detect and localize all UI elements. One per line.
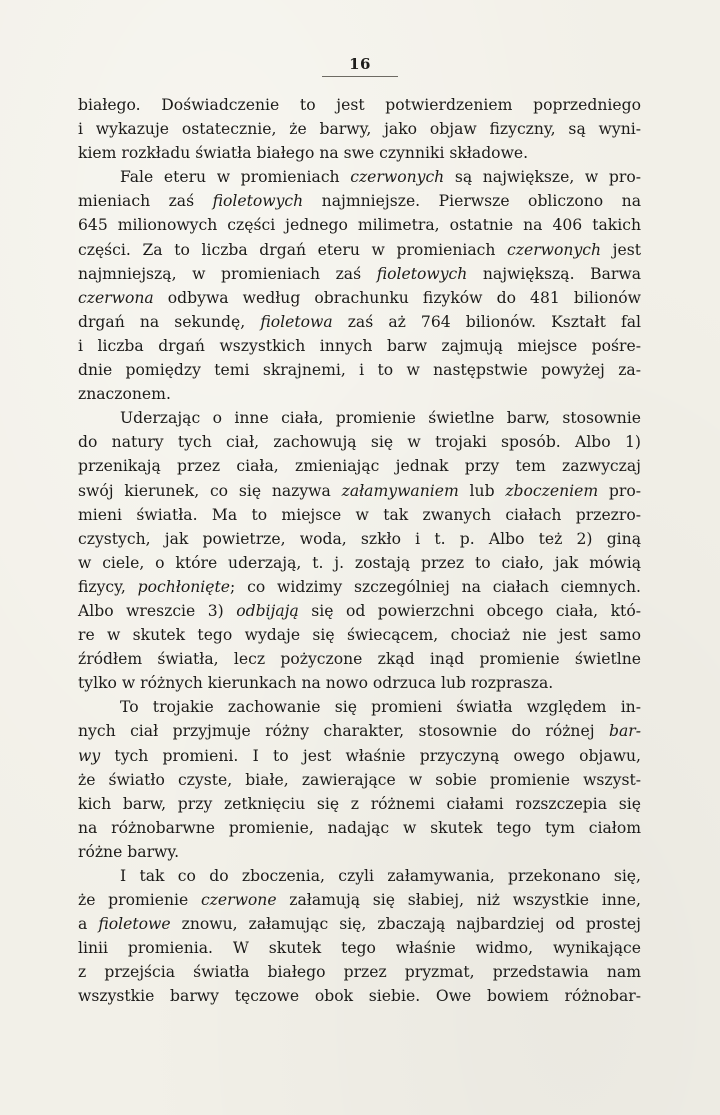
text-run: swój kierunek, co się nazywa [78,481,342,500]
italic-term: fioletowych [212,192,304,211]
text-line [78,792,641,816]
text-line [78,430,641,454]
text-line [78,960,641,984]
text-line [78,888,641,912]
text-run: mieniach zaś [78,192,213,211]
text-run: że światło czyste, białe, zawierające w sobie promienie wszyst- [78,770,641,789]
italic-term: fioletowe [98,915,171,934]
text-line [78,864,641,888]
text-line [78,936,641,960]
text-line [78,503,641,527]
paragraph [78,695,641,864]
text-line [78,840,641,864]
text-run: czystych, jak powietrze, woda, szkło i t. p. Albo też 2) giną [78,529,641,548]
text-run: najmniejsze. Pierwsze obliczono na [303,192,641,211]
italic-term: wy [78,746,101,765]
italic-term: czerwonych [507,240,602,259]
text-run: kich barw, przy zetknięciu się z różnemi ciałami rozszczepia się [78,794,641,813]
text-run: załamują się słabiej, niż wszystkie inne, [276,891,641,910]
italic-term: zboczeniem [505,481,599,500]
text-line [78,816,641,840]
body-text [78,93,641,1009]
text-run: mieni światła. Ma to miejsce w tak zwanych ciałach przezro- [78,505,641,524]
text-line [78,575,641,599]
text-run: białego. Doświadczenie to jest potwierdzeniem poprzedniego [78,96,641,114]
text-line [78,623,641,647]
text-line [78,310,641,334]
text-run: znowu, załamując się, zbaczają najbardziej od prostej [170,915,641,934]
italic-term: fioletowa [260,312,333,331]
italic-term: odbijają [236,601,299,620]
text-line [78,286,641,310]
italic-term: czerwona [78,288,154,307]
text-line [78,527,641,551]
text-run: są największe, w pro- [444,168,641,187]
text-run: zaś aż 764 bilionów. Kształt fal [332,312,641,331]
text-line [78,671,641,695]
text-run: Albo wreszcie 3) [78,601,237,620]
text-run: drgań na sekundę, [78,312,261,331]
paragraph [78,864,641,1009]
text-line [78,117,641,141]
page-number: 16 [349,55,371,73]
text-run: źródłem światła, lecz pożyczone zkąd inąd promienie świetlne [78,650,641,669]
text-run: odbywa według obrachunku fizyków do 481 bilionów [153,288,641,307]
text-run: i wykazuje ostatecznie, że barwy, jako objaw fizyczny, są wyni- [78,120,641,139]
text-run: największą. Barwa [467,264,641,283]
text-run: lub [458,481,506,500]
text-line [78,334,641,358]
text-line [78,479,641,503]
text-line [78,262,641,286]
text-line [78,189,641,213]
text-run: tylko w różnych kierunkach na nowo odrzuca lub rozprasza. [78,674,554,693]
text-run: I tak co do zboczenia, czyli załamywania, przekonano się, [120,867,641,885]
text-run: linii promienia. W skutek tego właśnie widmo, wynikające [78,939,641,958]
text-run: 645 milionowych części jednego milimetra, ostatnie na 406 takich [78,216,641,235]
text-line [78,695,641,719]
text-run: wszystkie barwy tęczowe obok siebie. Owe bowiem różnobar- [78,987,641,1006]
paragraph [78,93,641,165]
text-line [78,768,641,792]
paragraph [78,406,641,695]
italic-term: czerwone [200,891,277,910]
text-run: a [78,915,99,934]
text-run: Uderzając o inne ciała, promienie świetlne barw, stosownie [120,409,641,428]
italic-term: bar- [608,722,641,741]
text-run: tych promieni. I to jest właśnie przyczyną owego objawu, [100,746,641,765]
text-line [78,141,641,165]
text-line [78,912,641,936]
text-line [78,744,641,768]
text-line [78,454,641,478]
text-run: i liczba drgań wszystkich innych barw zajmują miejsce pośre- [78,336,641,355]
text-run: re w skutek tego wydaje się świecącem, chociaż nie jest samo [78,626,641,645]
text-run: nych ciał przyjmuje różny charakter, stosownie do różnej [78,722,609,741]
text-line [78,238,641,262]
text-run: najmniejszą, w promieniach zaś [78,264,377,283]
text-run: pro- [598,481,642,500]
text-run: ; co widzimy szczególniej na ciałach ciemnych. [230,577,642,596]
text-run: dnie pomiędzy temi skrajnemi, i to w następstwie powyżej za- [78,361,641,380]
text-line [78,551,641,575]
text-run: na różnobarwne promienie, nadając w skutek tego tym ciałom [78,818,641,837]
text-run: To trojakie zachowanie się promieni światła względem in- [120,698,641,717]
text-run: kiem rozkładu światła białego na swe czynniki składowe. [78,144,529,163]
text-run: fizycy, [78,577,138,596]
page-number-rule [322,76,398,77]
text-line [78,93,641,117]
text-run: różne barwy. [78,842,180,861]
text-run: że promienie [78,891,201,910]
text-line [78,647,641,671]
text-line [78,213,641,237]
text-run: z przejścia światła białego przez pryzmat, przedstawia nam [78,963,641,982]
text-line [78,984,641,1008]
text-run: jest [601,240,641,259]
text-line [78,599,641,623]
text-run: znaczonem. [78,385,171,404]
text-line [78,382,641,406]
italic-term: fioletowych [376,264,468,283]
text-line [78,165,641,189]
text-line [78,406,641,430]
text-run: się od powierzchni obcego ciała, któ- [298,601,641,620]
text-run: w ciele, o które uderzają, t. j. zostają przez to ciało, jak mówią [78,553,641,572]
italic-term: czerwonych [350,168,445,187]
text-line [78,719,641,743]
text-run: części. Za to liczba drgań eteru w promieniach [78,240,508,259]
text-run: przenikają przez ciała, zmieniając jednak przy tem zazwyczaj [78,457,641,476]
text-line [78,358,641,382]
text-run: Fale eteru w promieniach [120,168,351,187]
text-run: do natury tych ciał, zachowują się w trojaki sposób. Albo 1) [78,433,641,452]
italic-term: pochłonięte [137,577,231,596]
italic-term: załamywaniem [341,481,459,500]
paragraph [78,165,641,406]
